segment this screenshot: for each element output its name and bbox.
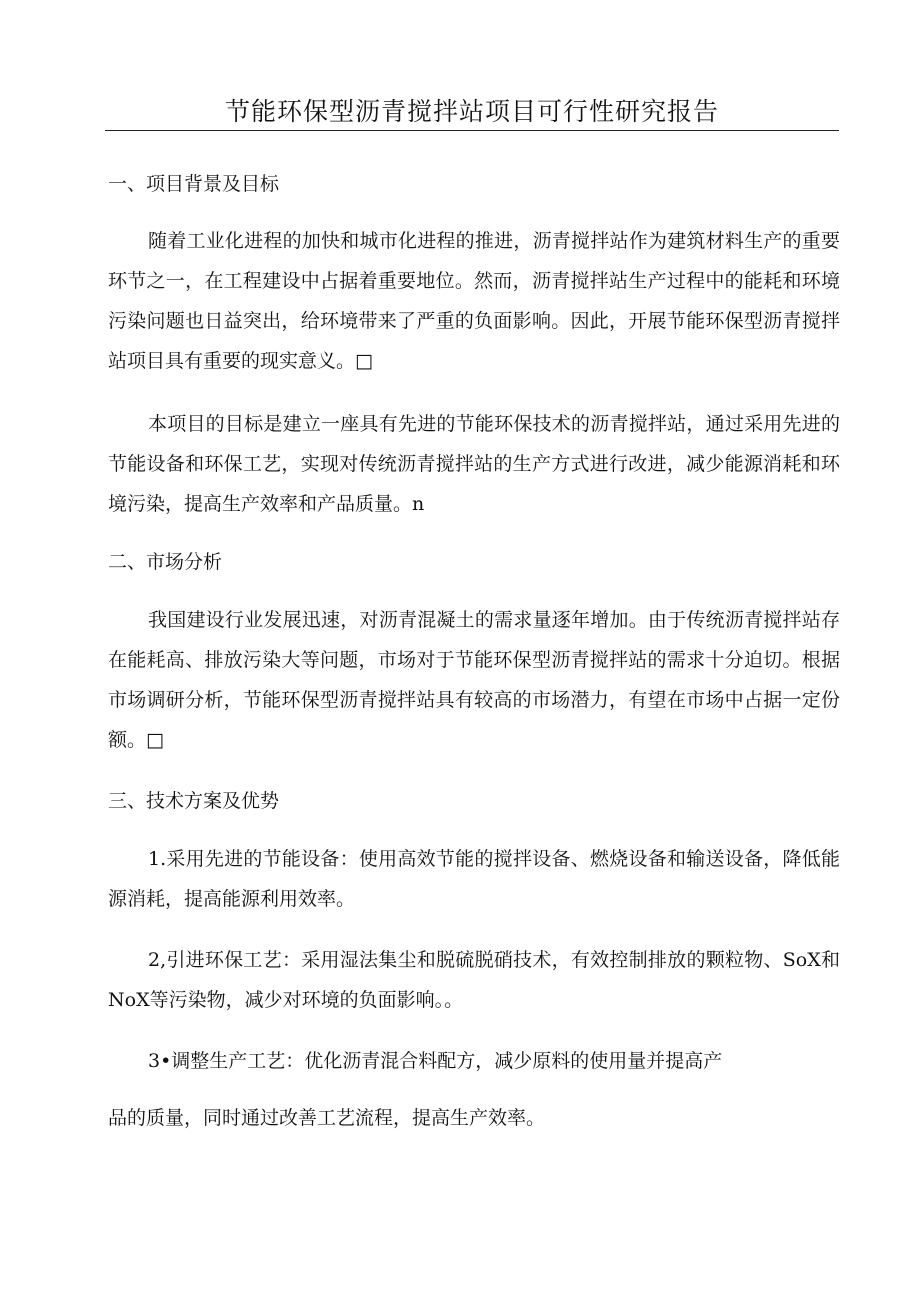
section-heading-technology: 三、技术方案及优势: [108, 790, 280, 812]
title-underline: [105, 130, 839, 131]
section-heading-background: 一、项目背景及目标: [108, 173, 280, 195]
section-heading-market: 二、市场分析: [108, 551, 223, 573]
background-paragraph: 随着工业化进程的加快和城市化进程的推进，沥青搅拌站作为建筑材料生产的重要环节之一，在工程建设中占据着重要地位。然而，沥青搅拌站生产过程中的能耗和环境污染问题也日益突出，给环境带来了严重的负面影响。因此，开展节能环保型沥青搅拌站项目具有重要的现实意义。□: [108, 230, 840, 372]
objective-paragraph: 本项目的目标是建立一座具有先进的节能环保技术的沥青搅拌站，通过采用先进的节能设备和环保工艺，实现对传统沥青搅拌站的生产方式进行改进，减少能源消耗和环境污染，提高生产效率和产品质量。n: [108, 413, 840, 515]
tech-item-production-process-line1: 3•调整生产工艺：优化沥青混合料配方，减少原料的使用量并提高产: [148, 1050, 723, 1072]
tech-item-energy-equipment: 1.采用先进的节能设备：使用高效节能的搅拌设备、燃烧设备和输送设备，降低能源消耗，提高能源利用效率。: [108, 848, 840, 910]
market-paragraph: 我国建设行业发展迅速，对沥青混凝土的需求量逐年增加。由于传统沥青搅拌站存在能耗高、排放污染大等问题，市场对于节能环保型沥青搅拌站的需求十分迫切。根据市场调研分析，节能环保型沥青搅拌站具有较高的市场潜力，有望在市场中占据一定份额。□: [108, 609, 840, 751]
tech-item-environmental-process: 2,引进环保工艺：采用湿法集尘和脱硫脱硝技术，有效控制排放的颗粒物、SoX和NoX等污染物，减少对环境的负面影响。。: [108, 949, 840, 1011]
tech-item-production-process-line2: 品的质量，同时通过改善工艺流程，提高生产效率。: [108, 1107, 546, 1129]
document-title: 节能环保型沥青搅拌站项目可行性研究报告: [224, 97, 719, 126]
